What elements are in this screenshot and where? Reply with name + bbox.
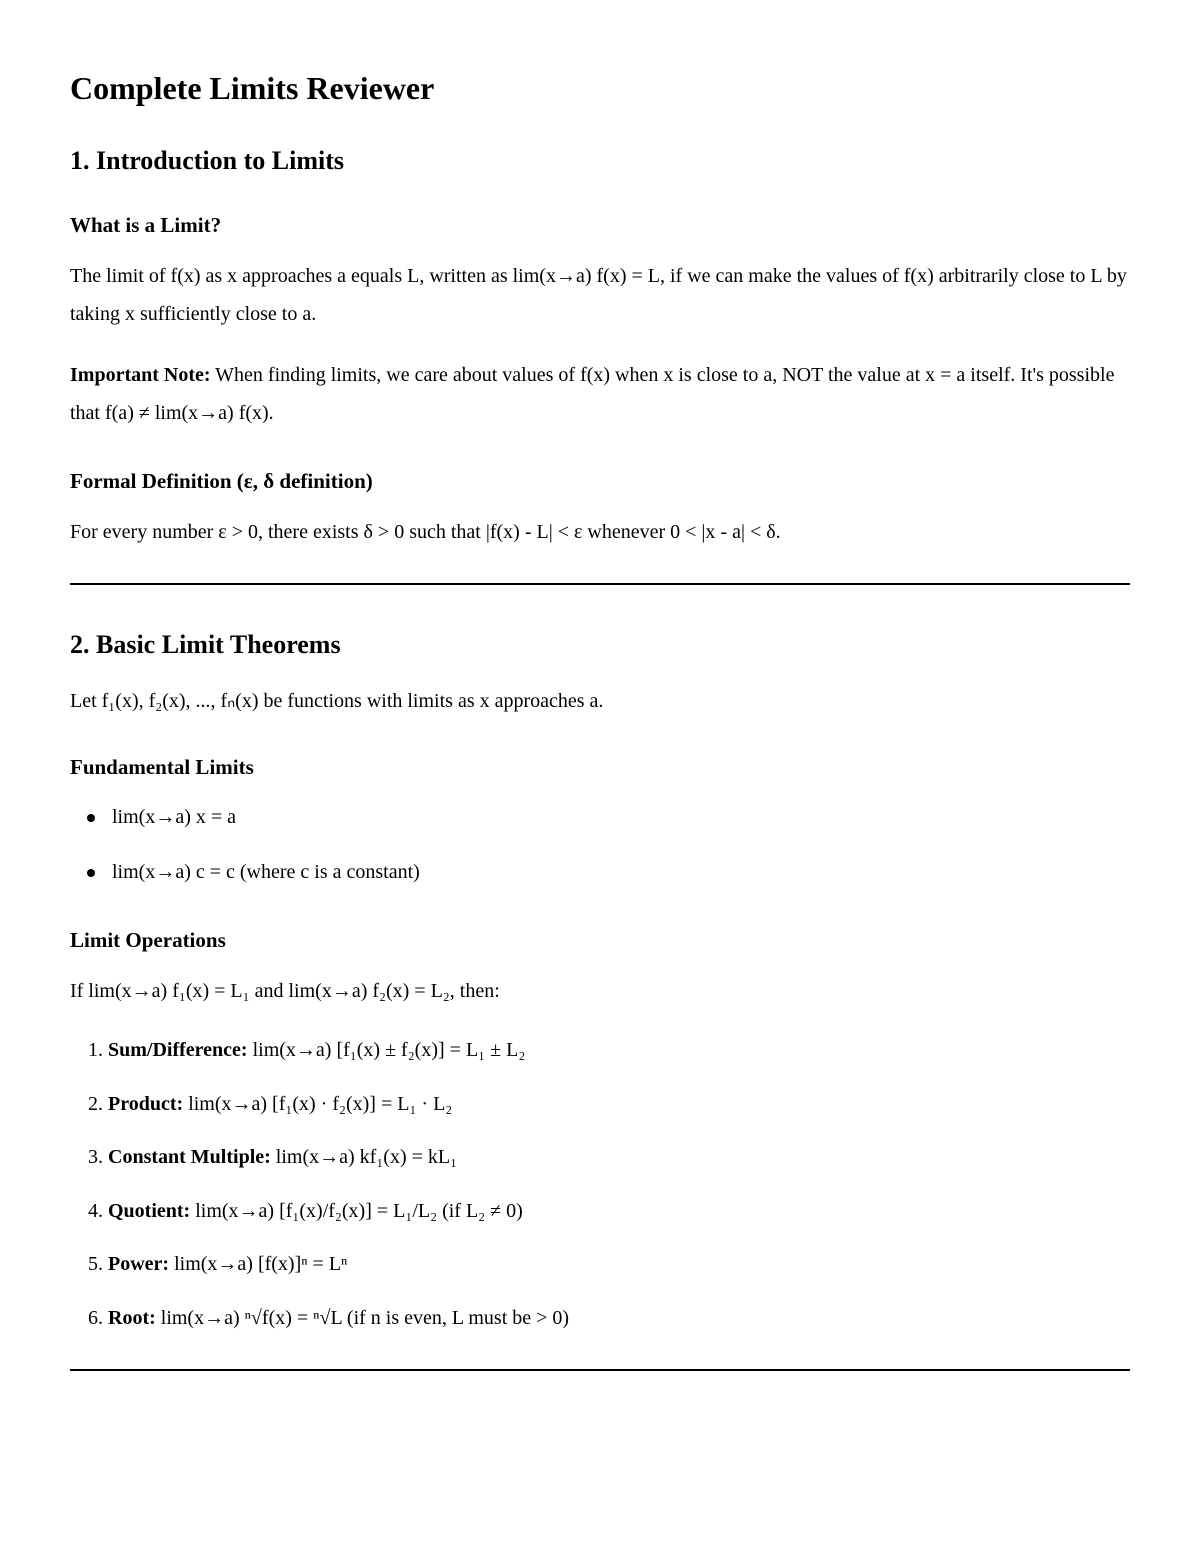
bullet-icon bbox=[87, 814, 95, 822]
fundamental-limits-heading: Fundamental Limits bbox=[70, 755, 254, 779]
item-text: lim(x→a) [f₁(x) · f₂(x)] = L₁ · L₂ bbox=[183, 1093, 453, 1115]
operation-item bbox=[88, 1307, 569, 1330]
note-label: Important Note: bbox=[70, 364, 211, 386]
item-text: lim(x→a) kf₁(x) = kL₁ bbox=[270, 1146, 458, 1168]
limit-operations-heading: Limit Operations bbox=[70, 928, 226, 952]
list-item-text: lim(x→a) c = c (where c is a constant) bbox=[112, 861, 420, 883]
list-item bbox=[112, 861, 420, 884]
item-text: lim(x→a) [f₁(x) ± f₂(x)] = L₁ ± L₂ bbox=[247, 1039, 526, 1061]
formal-definition-text: For every number ε > 0, there exists δ > 0 such that |f(x) - L| < ε whenever 0 < |x - a| < δ. bbox=[70, 521, 781, 543]
operation-item bbox=[88, 1200, 523, 1223]
item-number: 3. bbox=[88, 1146, 103, 1168]
operation-item bbox=[88, 1093, 452, 1116]
bullet-icon bbox=[87, 869, 95, 877]
item-number: 4. bbox=[88, 1200, 103, 1222]
page-title: Complete Limits Reviewer bbox=[70, 70, 435, 106]
item-number: 2. bbox=[88, 1093, 103, 1115]
item-label: Sum/Difference: bbox=[108, 1039, 248, 1061]
item-label: Product: bbox=[108, 1093, 184, 1115]
operation-item bbox=[88, 1253, 347, 1276]
item-label: Root: bbox=[108, 1307, 156, 1329]
section-2-heading: 2. Basic Limit Theorems bbox=[70, 630, 341, 659]
item-number: 6. bbox=[88, 1307, 103, 1329]
operation-item bbox=[88, 1039, 525, 1062]
divider bbox=[70, 583, 1130, 585]
important-note bbox=[70, 356, 1130, 432]
note-text: When finding limits, we care about values of f(x) when x is close to a, NOT the value at x = a itself. It's possible that f(a) ≠ lim(x→a) f(x). bbox=[70, 364, 1115, 424]
divider bbox=[70, 1369, 1130, 1371]
item-number: 5. bbox=[88, 1253, 103, 1275]
item-label: Constant Multiple: bbox=[108, 1146, 271, 1168]
list-item bbox=[112, 806, 236, 829]
operation-item bbox=[88, 1146, 457, 1169]
item-text: lim(x→a) [f₁(x)/f₂(x)] = L₁/L₂ (if L₂ ≠ 0) bbox=[190, 1200, 523, 1222]
item-number: 1. bbox=[88, 1039, 103, 1061]
item-label: Quotient: bbox=[108, 1200, 191, 1222]
what-is-limit-heading: What is a Limit? bbox=[70, 213, 222, 237]
formal-definition-heading: Formal Definition (ε, δ definition) bbox=[70, 469, 373, 493]
item-text: lim(x→a) [f(x)]ⁿ = Lⁿ bbox=[169, 1253, 348, 1275]
list-item-text: lim(x→a) x = a bbox=[112, 806, 237, 828]
item-label: Power: bbox=[108, 1253, 170, 1275]
operations-intro: If lim(x→a) f₁(x) = L₁ and lim(x→a) f₂(x) = L₂, then: bbox=[70, 980, 500, 1002]
item-text: lim(x→a) ⁿ√f(x) = ⁿ√L (if n is even, L must be > 0) bbox=[155, 1307, 570, 1329]
section-1-heading: 1. Introduction to Limits bbox=[70, 146, 344, 175]
limit-definition-text: The limit of f(x) as x approaches a equals L, written as lim(x→a) f(x) = L, if we can make the values of f(x) arbitrarily close to L by taking x sufficiently close to a. bbox=[70, 265, 1127, 325]
section-2-intro: Let f₁(x), f₂(x), ..., fₙ(x) be functions with limits as x approaches a. bbox=[70, 690, 604, 712]
